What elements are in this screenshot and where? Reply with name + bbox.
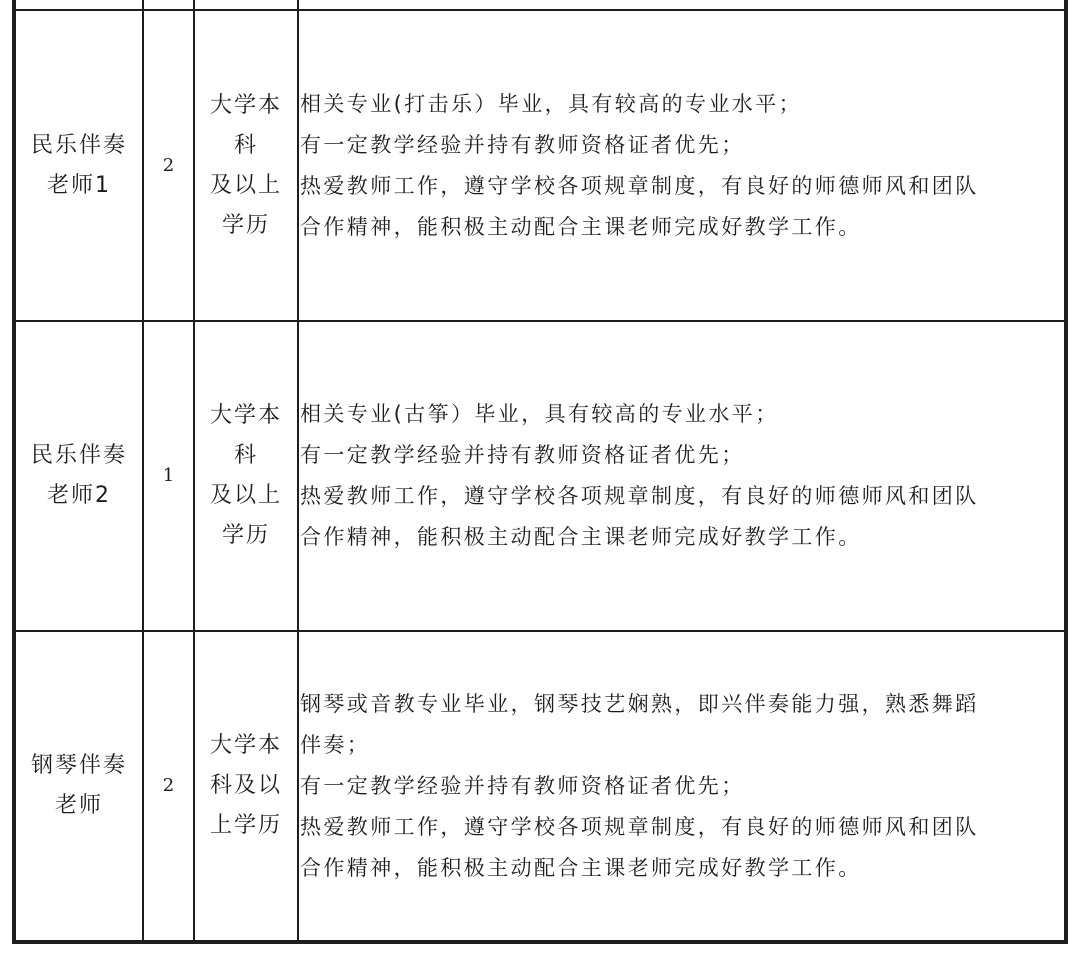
table-border-right [1064,0,1068,944]
headcount-value: 2 [162,775,175,796]
education-line: 科 [233,132,258,158]
education-line: 大学本 [209,92,282,118]
position-name: 钢琴伴奏 [30,753,127,778]
position-name: 民乐伴奏 [30,443,127,468]
education-line: 科 [233,443,258,468]
position-name: 老师1 [47,172,111,198]
position-name: 老师 [54,793,103,818]
headcount [144,322,193,630]
education-line: 学历 [221,212,270,238]
requirement-line: 有一定教学经验并持有教师资格证者优先； [300,443,745,467]
education-line: 及以上 [209,172,282,198]
headcount [144,632,193,940]
requirement-line: 有一定教学经验并持有教师资格证者优先； [300,773,745,798]
education-line: 学历 [221,523,270,548]
headcount-value: 1 [162,465,175,486]
position-name: 老师2 [47,483,111,508]
requirement-line: 热爱教师工作，遵守学校各项规章制度，有良好的师德师风和团队 [300,173,979,198]
headcount-value: 2 [162,154,175,176]
requirement-line: 合作精神，能积极主动配合主课老师完成好教学工作。 [300,214,862,239]
requirements [300,322,1060,630]
requirements [300,632,1060,940]
requirements [300,11,1060,320]
education [195,632,297,940]
table-row [16,11,142,320]
education-line: 科及以 [209,773,282,798]
requirement-line: 有一定教学经验并持有教师资格证者优先； [300,132,745,157]
requirement-line: 合作精神，能积极主动配合主课老师完成好教学工作。 [300,525,862,549]
headcount [144,11,193,320]
position-name: 民乐伴奏 [30,132,127,158]
education-line: 大学本 [209,733,282,758]
requirement-line: 相关专业(打击乐）毕业，具有较高的专业水平； [300,91,802,116]
requirement-line: 伴奏； [300,732,371,757]
education [195,322,297,630]
requirement-line: 热爱教师工作，遵守学校各项规章制度，有良好的师德师风和团队 [300,484,979,508]
table-row [16,632,142,940]
education-line: 上学历 [209,813,282,838]
education-line: 及以上 [209,483,282,508]
requirement-line: 钢琴或音教专业毕业，钢琴技艺娴熟，即兴伴奏能力强，熟悉舞蹈 [300,691,979,716]
education-line: 大学本 [209,403,282,428]
education [195,11,297,320]
requirement-line: 相关专业(古筝）毕业，具有较高的专业水平； [300,402,779,426]
requirement-line: 热爱教师工作，遵守学校各项规章制度，有良好的师德师风和团队 [300,814,979,839]
table-rule [297,0,299,944]
table-row [16,322,142,630]
requirement-line: 合作精神，能积极主动配合主课老师完成好教学工作。 [300,855,862,880]
table-border-bottom [12,940,1068,944]
